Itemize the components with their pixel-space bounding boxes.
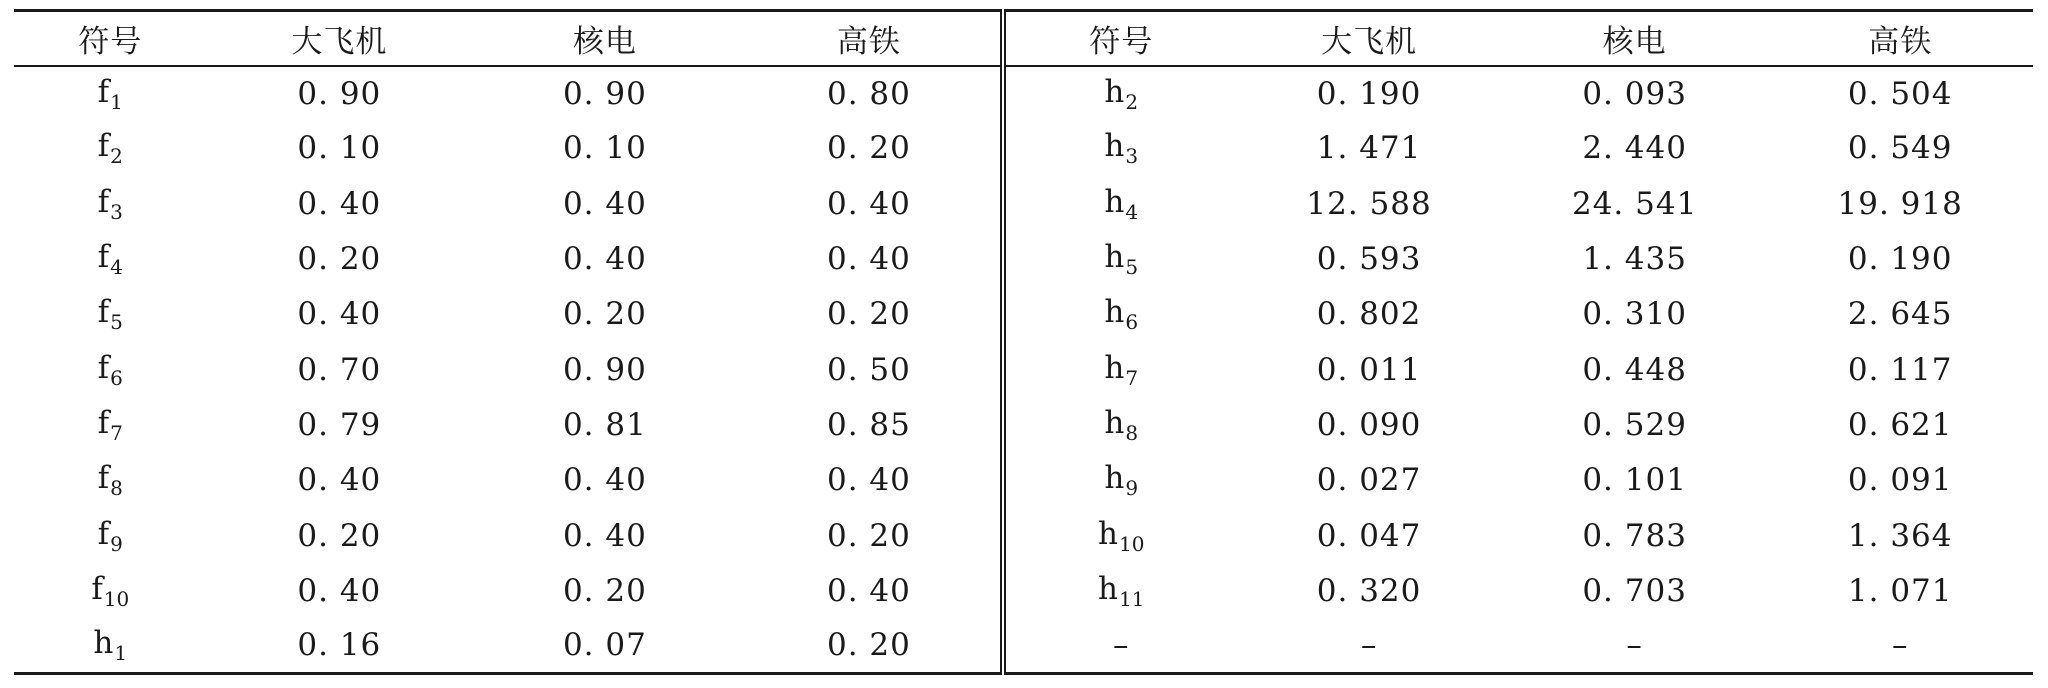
cell-symbol-left-subscript: 10 — [103, 586, 130, 611]
cell-nuclear-power-left: 0. 40 — [562, 241, 647, 278]
cell-symbol-right — [1003, 66, 1236, 121]
cell-nuclear-power-left: 0. 40 — [562, 517, 647, 554]
cell-high-speed-rail-right: 19. 918 — [1837, 185, 1963, 222]
cell-high-speed-rail-right: 0. 091 — [1847, 462, 1953, 499]
cell-high-speed-rail-right: 0. 504 — [1847, 75, 1953, 112]
cell-large-aircraft-left: 0. 10 — [297, 130, 382, 167]
cell-symbol-left-letter: f — [97, 73, 111, 110]
cell-symbol-right-subscript: 6 — [1125, 310, 1139, 335]
cell-nuclear-power-right: 0. 093 — [1582, 75, 1687, 112]
cell-large-aircraft-left: 0. 40 — [297, 185, 382, 222]
cell-symbol-left — [14, 287, 207, 342]
cell-symbol-left-subscript: 1 — [110, 89, 123, 114]
cell-nuclear-power-left: 0. 40 — [562, 462, 647, 499]
cell-symbol-left — [14, 618, 207, 673]
cell-symbol-right-subscript: 8 — [1125, 420, 1139, 445]
cell-large-aircraft-left: 0. 79 — [297, 406, 382, 443]
cell-symbol-right — [1003, 121, 1236, 176]
cell-high-speed-rail-left: 0. 20 — [738, 121, 1004, 176]
cell-symbol-right-letter: h — [1104, 349, 1126, 386]
cell-large-aircraft-right: 0. 047 — [1316, 517, 1422, 554]
cell-large-aircraft-right: – — [1236, 618, 1502, 673]
cell-high-speed-rail-left: 0. 40 — [738, 231, 1004, 286]
data-table-container — [14, 9, 2033, 675]
table-row — [14, 508, 2033, 563]
cell-high-speed-rail-right: 0. 621 — [1847, 406, 1953, 443]
cell-symbol-right-letter: h — [1104, 73, 1126, 110]
cell-symbol-left-subscript: 3 — [110, 199, 123, 224]
cell-symbol-right-letter: h — [1104, 239, 1126, 276]
cell-high-speed-rail-right: 0. 549 — [1847, 130, 1953, 167]
cell-symbol-right — [1003, 231, 1236, 286]
cell-large-aircraft-left: 0. 40 — [297, 296, 382, 333]
table-row — [14, 231, 2033, 286]
cell-symbol-left-letter: f — [97, 460, 111, 497]
header-symbol-left: 符号 — [14, 11, 207, 66]
header-nuclear-power-left: 核电 — [472, 11, 738, 66]
cell-large-aircraft-left: 0. 20 — [297, 241, 382, 278]
cell-large-aircraft-left: 0. 40 — [297, 462, 382, 499]
cell-symbol-right — [1003, 176, 1236, 231]
cell-symbol-right — [1003, 508, 1236, 563]
cell-nuclear-power-right: 0. 448 — [1582, 351, 1687, 388]
cell-symbol-left-subscript: 7 — [110, 420, 123, 445]
cell-high-speed-rail-right: 0. 117 — [1847, 351, 1953, 388]
cell-symbol-left-subscript: 6 — [110, 365, 123, 390]
cell-symbol-left — [14, 508, 207, 563]
cell-large-aircraft-right: 0. 593 — [1316, 241, 1422, 278]
cell-symbol-left-letter: h — [93, 625, 115, 662]
header-row — [14, 11, 2033, 66]
cell-high-speed-rail-right: 1. 071 — [1847, 572, 1953, 609]
cell-large-aircraft-right: 0. 090 — [1316, 406, 1422, 443]
cell-symbol-left-subscript: 1 — [114, 641, 128, 666]
cell-symbol-left — [14, 397, 207, 452]
cell-symbol-left-subscript: 8 — [110, 476, 123, 501]
table-row — [14, 342, 2033, 397]
cell-symbol-left-subscript: 9 — [110, 531, 123, 556]
cell-nuclear-power-right: – — [1502, 618, 1768, 673]
cell-high-speed-rail-left: 0. 40 — [738, 176, 1004, 231]
cell-symbol-right-letter: h — [1104, 183, 1126, 220]
cell-symbol-right-letter: h — [1098, 515, 1120, 552]
table-row — [14, 287, 2033, 342]
cell-symbol-left-letter: f — [97, 349, 111, 386]
cell-nuclear-power-right: 0. 529 — [1582, 406, 1687, 443]
cell-high-speed-rail-left: 0. 85 — [738, 397, 1004, 452]
cell-high-speed-rail-left: 0. 40 — [738, 563, 1004, 618]
cell-symbol-left-letter: f — [97, 183, 111, 220]
table-row — [14, 66, 2033, 121]
cell-symbol-right-subscript: 5 — [1125, 255, 1139, 280]
cell-large-aircraft-left: 0. 20 — [297, 517, 382, 554]
cell-symbol-left — [14, 342, 207, 397]
cell-large-aircraft-left: 0. 70 — [297, 351, 382, 388]
cell-symbol-right-letter: h — [1104, 128, 1126, 165]
cell-large-aircraft-left: 0. 90 — [297, 75, 382, 112]
cell-symbol-left-subscript: 5 — [110, 310, 123, 335]
cell-nuclear-power-right: 2. 440 — [1582, 130, 1687, 167]
cell-symbol-right — [1003, 618, 1236, 673]
table-row — [14, 453, 2033, 508]
header-high-speed-rail-left: 高铁 — [738, 11, 1004, 66]
cell-nuclear-power-right: 0. 310 — [1582, 296, 1687, 333]
cell-symbol-right — [1003, 287, 1236, 342]
cell-high-speed-rail-right: 1. 364 — [1847, 517, 1953, 554]
header-high-speed-rail-right: 高铁 — [1767, 11, 2033, 66]
cell-large-aircraft-right: 0. 011 — [1316, 351, 1422, 388]
cell-symbol-right-letter: h — [1104, 404, 1126, 441]
cell-symbol-right-letter: h — [1098, 570, 1120, 607]
cell-symbol-right-subscript: 2 — [1125, 89, 1139, 114]
cell-nuclear-power-left: 0. 90 — [562, 351, 647, 388]
cell-large-aircraft-right: 0. 320 — [1316, 572, 1422, 609]
cell-symbol-left — [14, 563, 207, 618]
cell-high-speed-rail-right: 2. 645 — [1847, 296, 1953, 333]
cell-symbol-left-letter: f — [97, 404, 111, 441]
table-row — [14, 618, 2033, 673]
cell-large-aircraft-right: 0. 190 — [1316, 75, 1422, 112]
cell-large-aircraft-right: 12. 588 — [1306, 185, 1432, 222]
cell-nuclear-power-right: 1. 435 — [1582, 241, 1687, 278]
cell-symbol-right-letter: h — [1104, 294, 1126, 331]
cell-symbol-left — [14, 121, 207, 176]
header-large-aircraft-right: 大飞机 — [1236, 11, 1502, 66]
cell-high-speed-rail-left: 0. 80 — [738, 66, 1004, 121]
cell-high-speed-rail-left: 0. 20 — [738, 618, 1004, 673]
cell-large-aircraft-left: 0. 40 — [297, 572, 382, 609]
data-table — [14, 9, 2033, 675]
cell-large-aircraft-right: 0. 802 — [1316, 296, 1422, 333]
cell-nuclear-power-left: 0. 20 — [562, 296, 647, 333]
header-large-aircraft-left: 大飞机 — [207, 11, 473, 66]
cell-symbol-left-letter: f — [91, 570, 104, 607]
cell-symbol-right-subscript: 4 — [1125, 199, 1139, 224]
cell-symbol-left-letter: f — [97, 128, 111, 165]
cell-symbol-right-letter: – — [1113, 627, 1130, 664]
cell-symbol-left-letter: f — [97, 239, 111, 276]
cell-large-aircraft-right: 0. 027 — [1316, 462, 1422, 499]
cell-symbol-left-subscript: 4 — [110, 255, 123, 280]
table-row — [14, 176, 2033, 231]
cell-symbol-left-subscript: 2 — [110, 144, 123, 169]
cell-symbol-right — [1003, 453, 1236, 508]
cell-nuclear-power-right: 0. 783 — [1582, 517, 1687, 554]
cell-symbol-right — [1003, 397, 1236, 452]
cell-symbol-left-letter: f — [97, 294, 111, 331]
cell-high-speed-rail-left: 0. 20 — [738, 287, 1004, 342]
cell-symbol-left — [14, 66, 207, 121]
cell-symbol-left-letter: f — [97, 515, 111, 552]
cell-nuclear-power-left: 0. 07 — [472, 618, 738, 673]
table-body — [14, 66, 2033, 674]
header-nuclear-power-right: 核电 — [1502, 11, 1768, 66]
table-row — [14, 563, 2033, 618]
cell-nuclear-power-left: 0. 10 — [562, 130, 647, 167]
cell-symbol-left — [14, 176, 207, 231]
cell-high-speed-rail-left: 0. 20 — [738, 508, 1004, 563]
cell-nuclear-power-left: 0. 40 — [562, 185, 647, 222]
cell-symbol-right-subscript: 10 — [1119, 531, 1145, 556]
cell-nuclear-power-right: 0. 101 — [1582, 462, 1687, 499]
cell-large-aircraft-left: 0. 16 — [207, 618, 473, 673]
cell-nuclear-power-left: 0. 81 — [562, 406, 647, 443]
cell-nuclear-power-right: 24. 541 — [1571, 185, 1698, 222]
cell-symbol-right-subscript: 3 — [1125, 144, 1139, 169]
cell-symbol-right-subscript: 11 — [1119, 586, 1145, 611]
cell-high-speed-rail-right: – — [1767, 618, 2033, 673]
cell-symbol-right — [1003, 342, 1236, 397]
header-symbol-right: 符号 — [1003, 11, 1236, 66]
cell-nuclear-power-left: 0. 20 — [562, 572, 647, 609]
table-row — [14, 397, 2033, 452]
cell-symbol-left — [14, 453, 207, 508]
cell-high-speed-rail-right: 0. 190 — [1847, 241, 1953, 278]
cell-large-aircraft-right: 1. 471 — [1316, 130, 1422, 167]
table-row — [14, 121, 2033, 176]
cell-symbol-left — [14, 231, 207, 286]
cell-symbol-right-subscript: 7 — [1125, 365, 1139, 390]
cell-nuclear-power-right: 0. 703 — [1582, 572, 1687, 609]
cell-symbol-right-letter: h — [1104, 460, 1126, 497]
cell-high-speed-rail-left: 0. 50 — [738, 342, 1004, 397]
cell-high-speed-rail-left: 0. 40 — [738, 453, 1004, 508]
cell-nuclear-power-left: 0. 90 — [562, 75, 647, 112]
cell-symbol-right-subscript: 9 — [1125, 476, 1139, 501]
cell-symbol-right — [1003, 563, 1236, 618]
